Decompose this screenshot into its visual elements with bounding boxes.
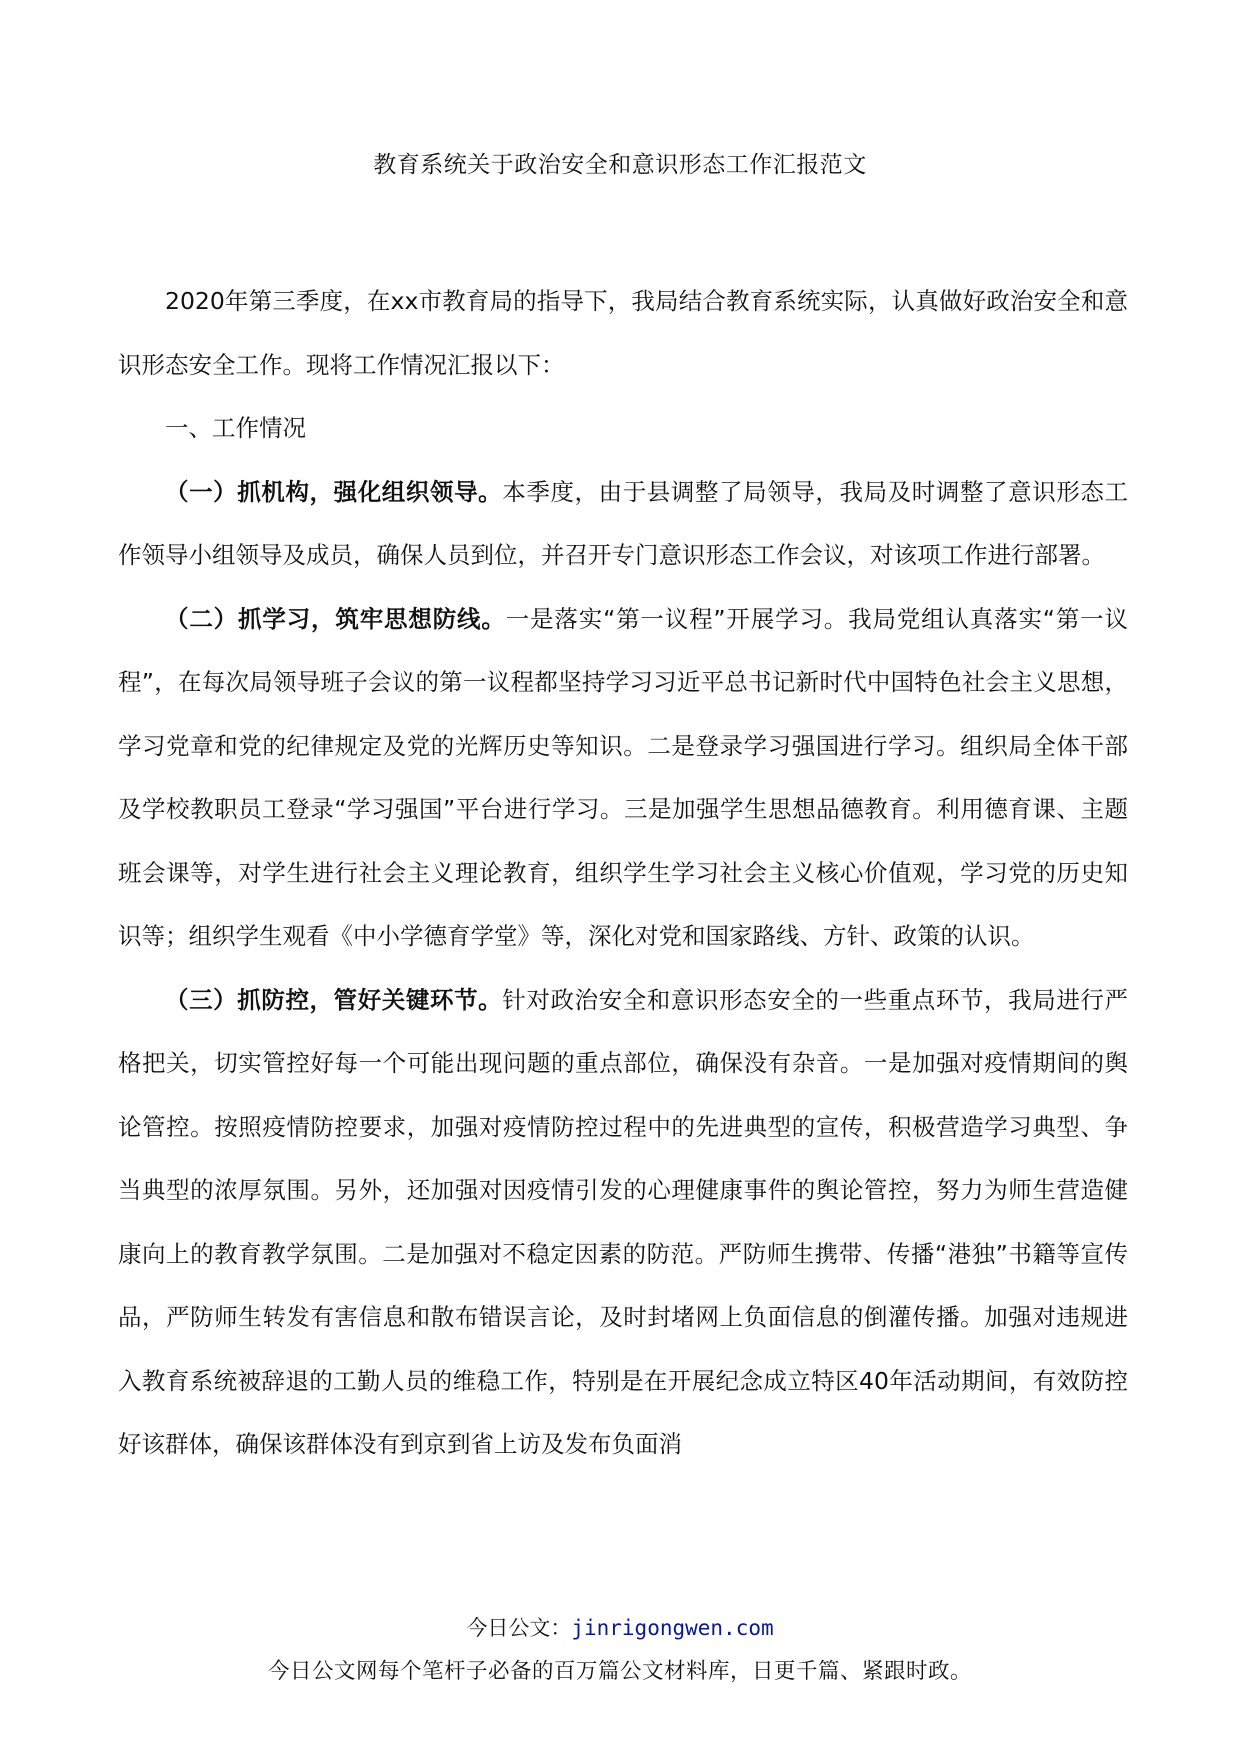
item-2-heading: （二）抓学习，筑牢思想防线。 [165, 604, 506, 633]
document-title: 教育系统关于政治安全和意识形态工作汇报范文 [373, 152, 867, 178]
item-1-heading: （一）抓机构，强化组织领导。 [165, 477, 503, 506]
item-3-heading: （三）抓防控，管好关键环节。 [165, 985, 503, 1014]
item-3-paragraph [118, 969, 1128, 1477]
item-1-text: 本季度，由于县调整了局领导，我局及时调整了意识形态工作领导小组领导及成员，确保人员到位，并召开专门意识形态工作会议，对该项工作进行部署。 [118, 477, 1129, 569]
intro-paragraph: 2020年第三季度，在xx市教育局的指导下，我局结合教育系统实际，认真做好政治安全和意识形态安全工作。现将工作情况汇报以下： [118, 287, 1128, 379]
item-1-paragraph [118, 461, 1128, 588]
footer-site-link[interactable]: jinrigongwen.com [571, 1616, 774, 1640]
section-heading: 一、工作情况 [165, 414, 306, 442]
item-2-text: 一是落实“第一议程”开展学习。我局党组认真落实“第一议程”，在每次局领导班子会议的第一议程都坚持学习习近平总书记新时代中国特色社会主义思想，学习党章和党的纪律规定及党的光辉历史等知识。二是登录学习强国进行学习。组织局全体干部及学校教职员工登录“学习强国”平台进行学习。三是加强学生思想品德教育。利用德育课、主题班会课等，对学生进行社会主义理论教育，组织学生学习社会主义核心价值观，学习党的历史知识等；组织学生观看《中小学德育学堂》等，深化对党和国家路线、方针、政策的认识。 [118, 604, 1128, 950]
footer-site-line [0, 1612, 1240, 1642]
item-3-text: 针对政治安全和意识形态安全的一些重点环节，我局进行严格把关，切实管控好每一个可能出现问题的重点部位，确保没有杂音。一是加强对疫情期间的舆论管控。按照疫情防控要求，加强对疫情防控过程中的先进典型的宣传，积极营造学习典型、争当典型的浓厚氛围。另外，还加强对因疫情引发的心理健康事件的舆论管控，努力为师生营造健康向上的教育教学氛围。二是加强对不稳定因素的防范。严防师生携带、传播“港独”书籍等宣传品，严防师生转发有害信息和散布错误言论，及时封堵网上负面信息的倒灌传播。加强对违规进入教育系统被辞退的工勤人员的维稳工作，特别是在开展纪念成立特区40年活动期间，有效防控好该群体，确保该群体没有到京到省上访及发布负面消 [118, 985, 1129, 1458]
footer-slogan: 今日公文网每个笔杆子必备的百万篇公文材料库，日更千篇、紧跟时政。 [267, 1659, 972, 1684]
footer-site-label: 今日公文： [466, 1616, 572, 1640]
document-body [118, 270, 1128, 1477]
item-2-paragraph [118, 588, 1128, 969]
